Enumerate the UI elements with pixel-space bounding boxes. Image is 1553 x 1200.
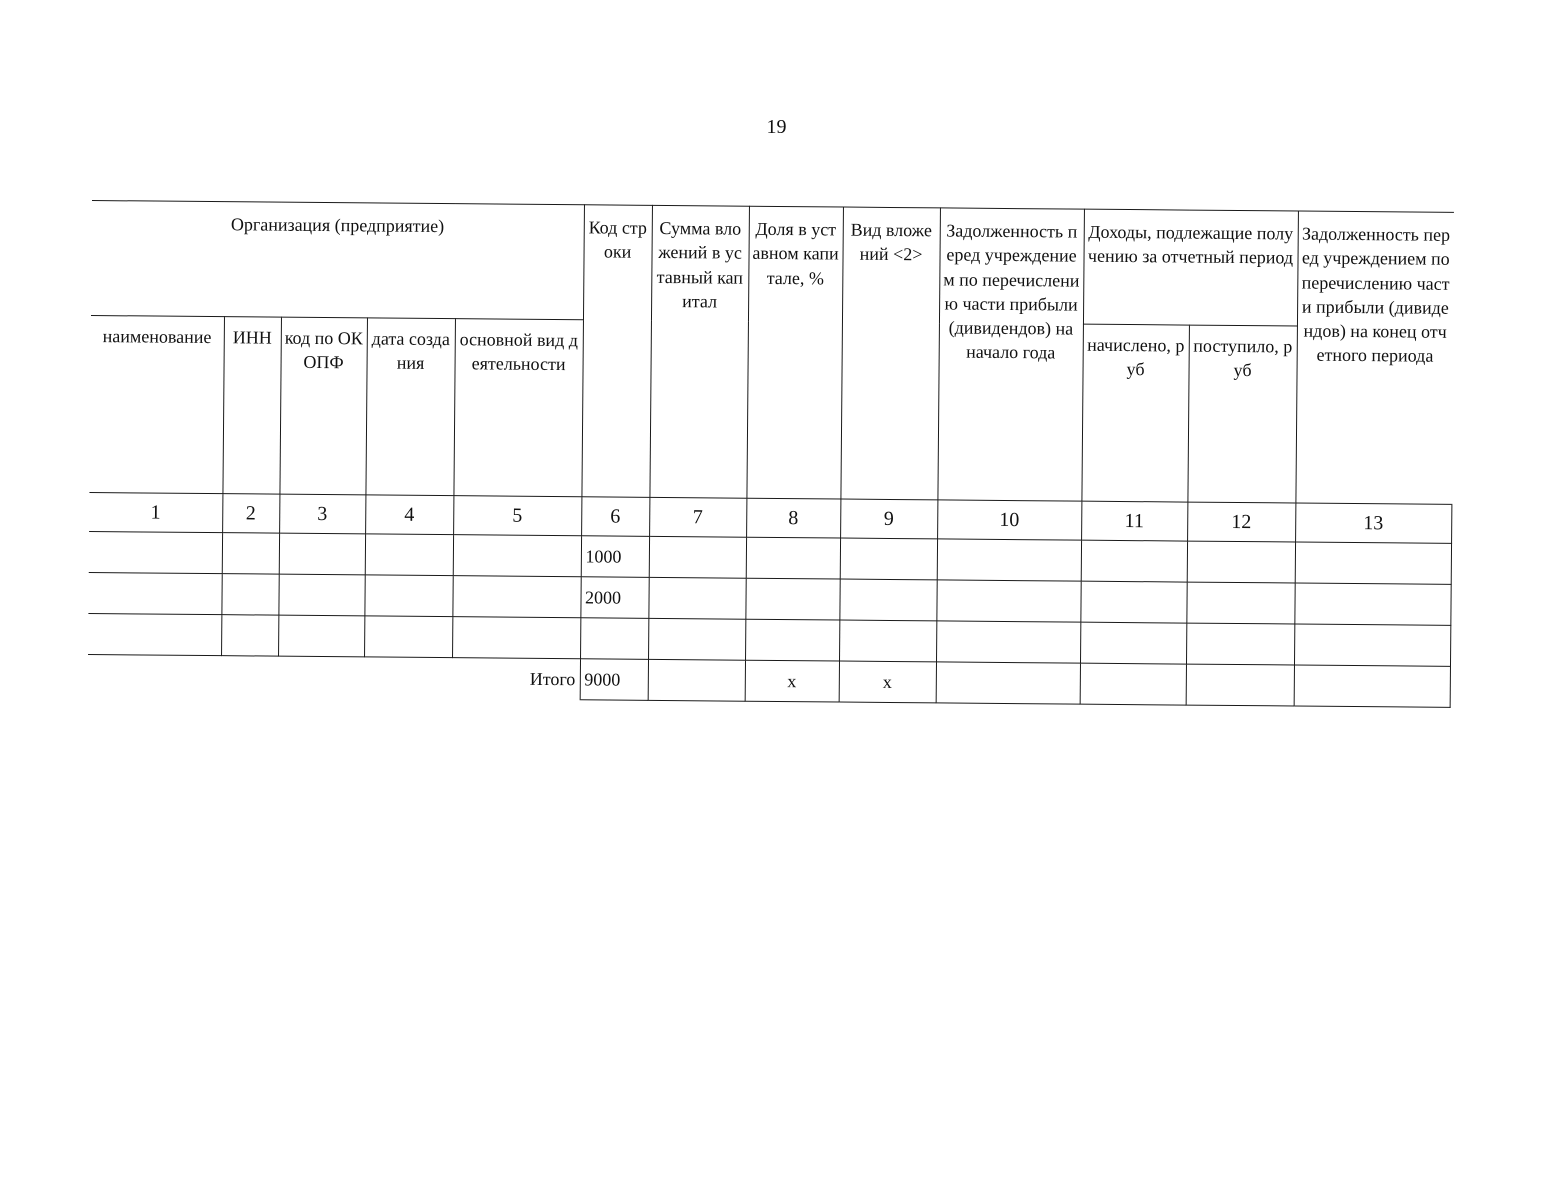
type-cell[interactable] [839, 620, 936, 662]
inn-cell[interactable] [221, 574, 278, 615]
creation-date-cell[interactable] [364, 575, 452, 617]
accrued-cell[interactable] [1080, 581, 1186, 623]
type-cell[interactable] [840, 538, 937, 580]
column-number: 9 [840, 499, 937, 539]
share-cell[interactable] [745, 578, 839, 620]
column-number: 3 [279, 494, 365, 534]
code-header: Код строки [581, 205, 652, 498]
total-debt-end-cell[interactable] [1294, 665, 1450, 707]
debt-start-cell[interactable] [936, 580, 1080, 622]
column-number: 1 [89, 492, 222, 532]
type-cell[interactable] [839, 579, 936, 621]
org-group-header: Организация (предприятие) [91, 200, 584, 319]
column-number: 7 [649, 497, 746, 537]
creation-date-cell[interactable] [364, 616, 452, 658]
accrued-header: начислено, руб [1081, 324, 1189, 502]
debt-end-cell[interactable] [1295, 542, 1451, 584]
share-header: Доля в уставном капитале, % [746, 206, 843, 499]
received-cell[interactable] [1187, 541, 1295, 583]
column-number: 13 [1295, 503, 1451, 543]
column-number: 8 [746, 498, 840, 538]
investments-table [88, 200, 1455, 708]
header-row-top [91, 200, 1454, 327]
code-cell: 2000 [580, 577, 648, 619]
inn-cell[interactable] [221, 615, 278, 656]
total-accrued-cell[interactable] [1080, 663, 1186, 705]
debt-end-cell[interactable] [1294, 624, 1450, 666]
share-cell[interactable] [745, 619, 839, 661]
column-number: 2 [222, 494, 279, 533]
okopf-cell[interactable] [279, 533, 365, 575]
inn-cell[interactable] [222, 533, 279, 574]
total-label: Итого [88, 654, 580, 699]
total-received-cell[interactable] [1186, 664, 1294, 706]
sum-cell[interactable] [648, 577, 745, 619]
total-sum-cell[interactable] [648, 659, 745, 701]
okopf-header: код по ОКОПФ [279, 317, 367, 495]
creation-date-cell[interactable] [365, 534, 453, 576]
total-type-cell: x [839, 661, 936, 703]
debt-start-header: Задолженность перед учреждением по перечислению части прибыли (дивидендов) на начало года [937, 208, 1084, 501]
column-number: 5 [453, 496, 581, 536]
type-header: Вид вложений <2> [840, 207, 940, 500]
code-cell: 1000 [581, 536, 649, 578]
total-code-cell: 9000 [580, 659, 648, 701]
name-cell[interactable] [89, 531, 222, 573]
column-number: 11 [1081, 501, 1187, 541]
okopf-cell[interactable] [278, 574, 364, 616]
total-debt-start-cell[interactable] [936, 662, 1080, 704]
debt-end-cell[interactable] [1294, 583, 1450, 625]
total-share-cell: x [745, 660, 839, 702]
okopf-cell[interactable] [278, 615, 364, 657]
accrued-cell[interactable] [1081, 540, 1187, 582]
income-group-header: Доходы, подлежащие получению за отчетный период [1083, 209, 1298, 326]
column-number: 6 [581, 497, 649, 537]
page-number: 19 [766, 116, 787, 138]
received-header: поступило, руб [1187, 325, 1297, 503]
activity-cell[interactable] [452, 576, 580, 618]
column-number: 12 [1187, 502, 1295, 542]
debt-start-cell[interactable] [936, 621, 1080, 663]
name-cell[interactable] [88, 572, 221, 614]
activity-cell[interactable] [452, 617, 580, 659]
creation-date-header: дата создания [365, 318, 455, 496]
inn-header: ИНН [222, 317, 281, 494]
column-number: 10 [937, 500, 1081, 540]
name-header: наименование [89, 315, 224, 493]
activity-header: основной вид деятельности [453, 319, 583, 497]
sum-cell[interactable] [648, 618, 745, 660]
column-number: 4 [365, 495, 453, 535]
received-cell[interactable] [1186, 623, 1294, 665]
debt-start-cell[interactable] [937, 539, 1081, 581]
accrued-cell[interactable] [1080, 622, 1186, 664]
received-cell[interactable] [1186, 582, 1294, 624]
name-cell[interactable] [88, 613, 221, 655]
sum-cell[interactable] [649, 536, 746, 578]
report-sheet [88, 200, 1454, 708]
code-cell [580, 618, 648, 660]
sum-header: Сумма вложений в уставный капитал [649, 205, 749, 498]
share-cell[interactable] [746, 537, 840, 579]
debt-end-header: Задолженность перед учреждением по перечислению части прибыли (дивидендов) на конец отчетного периода [1295, 211, 1454, 504]
activity-cell[interactable] [453, 535, 581, 577]
